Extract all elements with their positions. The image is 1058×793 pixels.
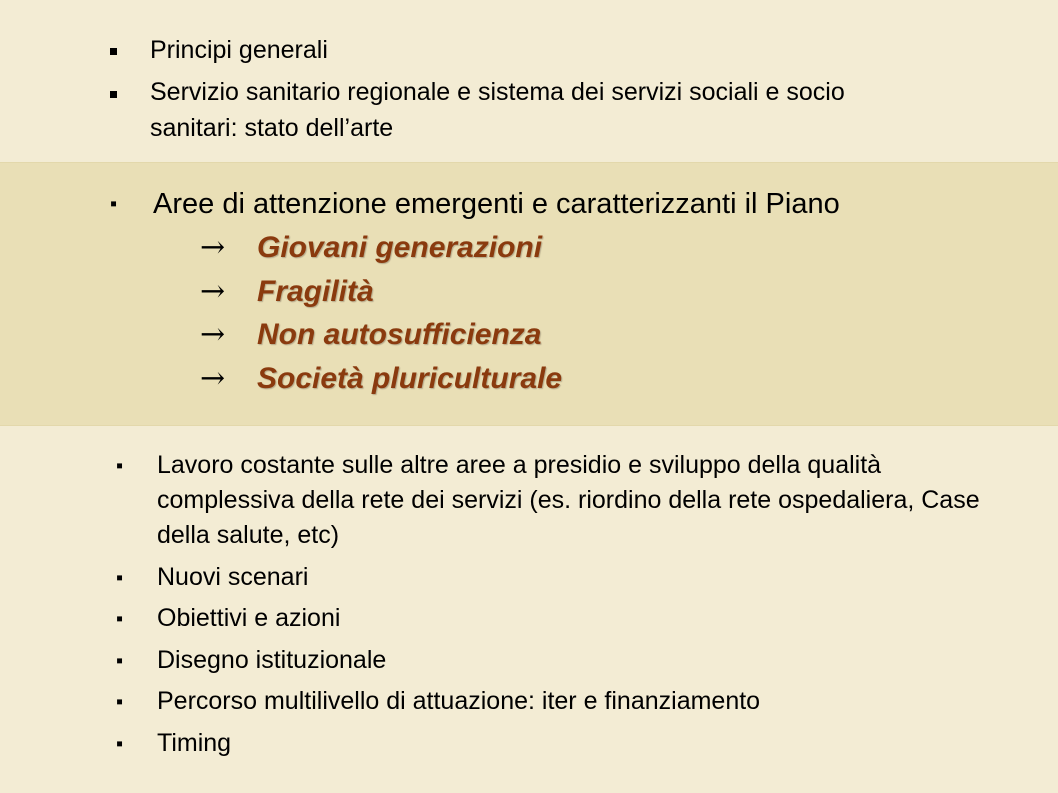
top-item-servizio: Servizio sanitario regionale e sistema dei servizi sociali e socio sanitari: stato dell’arte <box>150 78 845 142</box>
topic-giovani: Giovani generazioni <box>257 231 543 264</box>
bullet-icon <box>110 48 117 55</box>
bullet-icon: ▪ <box>116 455 124 477</box>
bullet-icon: ▪ <box>116 650 124 672</box>
arrow-right-icon: → <box>200 317 226 352</box>
arrow-right-icon: → <box>200 230 226 265</box>
top-item-principi: Principi generali <box>150 36 328 64</box>
bottom-item-percorso: Percorso multilivello di attuazione: iter e finanziamento <box>157 687 761 715</box>
bullet-icon: ▪ <box>110 193 118 215</box>
topic-fragilita: Fragilità <box>257 275 374 308</box>
bottom-item-lavoro: Lavoro costante sulle altre aree a presidio e sviluppo della qualità complessiva della rete dei servizi (es. riordino della rete ospedaliera, Case della salute, etc) <box>157 451 980 549</box>
bottom-item-nuovi-scenari: Nuovi scenari <box>157 563 309 591</box>
bottom-item-disegno: Disegno istituzionale <box>157 646 387 674</box>
bullet-icon: ▪ <box>116 691 124 713</box>
bullet-icon: ▪ <box>116 733 124 755</box>
bottom-item-obiettivi: Obiettivi e azioni <box>157 604 341 632</box>
topic-societa-pluriculturale: Società pluriculturale <box>257 362 563 395</box>
bullet-icon <box>110 91 117 98</box>
bullet-icon: ▪ <box>116 608 124 630</box>
arrow-right-icon: → <box>200 361 226 396</box>
section-heading: Aree di attenzione emergenti e caratterizzanti il Piano <box>153 188 840 220</box>
topic-non-autosufficienza: Non autosufficienza <box>257 318 542 351</box>
arrow-right-icon: → <box>200 274 226 309</box>
bottom-item-timing: Timing <box>157 729 232 757</box>
bullet-icon: ▪ <box>116 567 124 589</box>
